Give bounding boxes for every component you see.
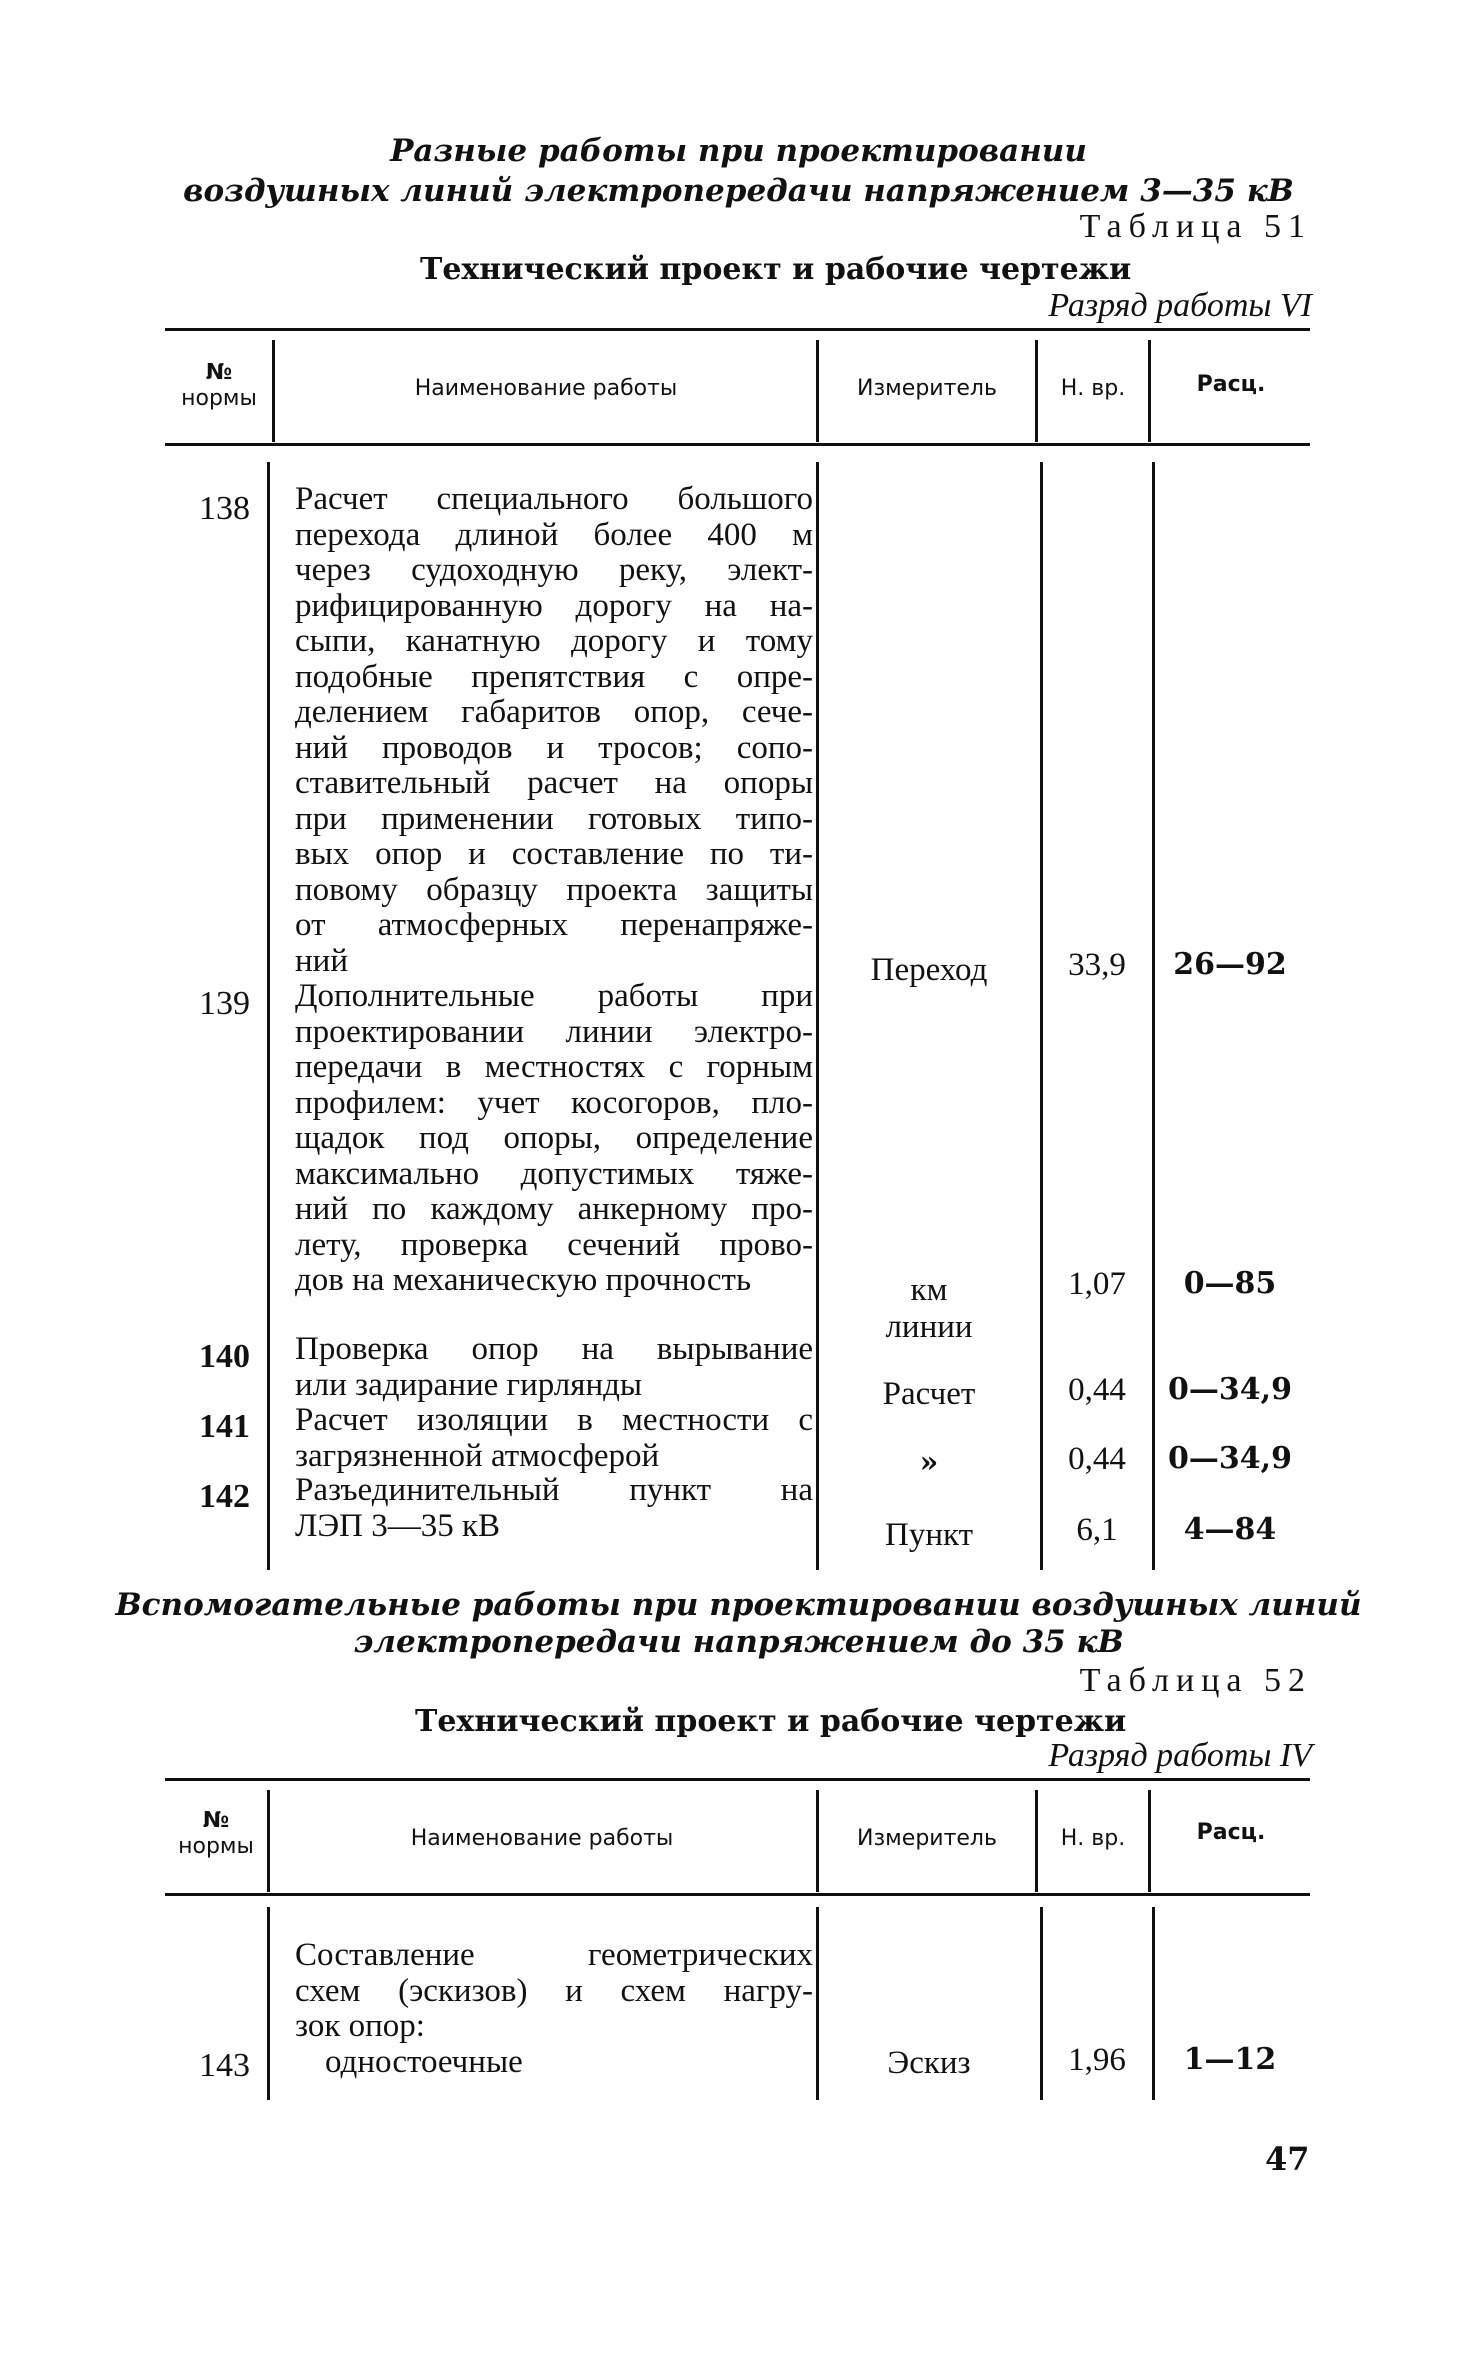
row-142-price: 4—84 bbox=[1183, 1512, 1277, 1547]
row-138-number: 138 bbox=[199, 490, 250, 527]
table52-col-time: Н. вр. bbox=[1060, 1826, 1126, 1851]
row-142-description bbox=[295, 1473, 813, 1544]
table51-body-divider-1 bbox=[267, 462, 270, 1570]
row-138-line: перехода длиной более 400 м bbox=[295, 516, 813, 553]
row-140-unit: Расчет bbox=[882, 1376, 976, 1412]
section1-title-line2: воздушных линий электропередачи напряжением 3—35 кВ bbox=[183, 173, 1294, 209]
row-138-line: вых опор и составление по ти- bbox=[295, 836, 813, 872]
table52-label: Таблица 52 bbox=[1079, 1662, 1312, 1699]
row-143-line: схем (эскизов) и схем нагру- bbox=[295, 1972, 813, 2009]
table51-header-divider-1 bbox=[272, 340, 275, 442]
row-139-unit-line2: линии bbox=[885, 1309, 973, 1345]
row-139-line: передачи в местностях с горным bbox=[295, 1049, 813, 1085]
table52-header-rule bbox=[165, 1893, 1310, 1896]
row-141-time: 0,44 bbox=[1068, 1441, 1126, 1477]
table52-col-unit: Измеритель bbox=[857, 1826, 997, 1851]
row-142-line: ЛЭП 3—35 кВ bbox=[295, 1507, 501, 1544]
row-138-line: при применении готовых типо- bbox=[295, 800, 813, 837]
row-138-line: от атмосферных перенапряже- bbox=[295, 907, 813, 943]
row-139-line: проектировании линии электро- bbox=[295, 1013, 813, 1050]
table52-header-divider-3 bbox=[1035, 1790, 1038, 1892]
table51-header-divider-2 bbox=[816, 340, 819, 442]
row-139-line: дов на механическую прочность bbox=[295, 1262, 751, 1298]
row-139-line: Дополнительные работы при bbox=[295, 978, 813, 1014]
table51-grade: Разряд работы VI bbox=[1048, 287, 1312, 324]
row-140-line: или задирание гирлянды bbox=[295, 1366, 643, 1403]
page-number: 47 bbox=[1265, 2140, 1310, 2178]
row-143-number: 143 bbox=[199, 2047, 250, 2084]
row-139-time: 1,07 bbox=[1068, 1266, 1126, 1302]
row-138-time: 33,9 bbox=[1068, 947, 1126, 983]
row-140-price: 0—34,9 bbox=[1168, 1372, 1292, 1407]
row-139-price: 0—85 bbox=[1183, 1266, 1277, 1301]
table52-top-rule bbox=[165, 1778, 1310, 1781]
row-138-line: повому образцу проекта защиты bbox=[295, 871, 813, 908]
section2-title-line2: электропередачи напряжением до 35 кВ bbox=[353, 1624, 1124, 1660]
table52-header-divider-2 bbox=[816, 1790, 819, 1892]
row-141-line: загрязненной атмосферой bbox=[295, 1437, 660, 1474]
section2-title-line1: Вспомогательные работы при проектировании воздушных линий bbox=[115, 1587, 1362, 1623]
row-140-line: Проверка опор на вырывание bbox=[295, 1331, 813, 1367]
table52-col-price: Расц. bbox=[1196, 1820, 1266, 1845]
row-143-line: зок опор: bbox=[295, 2008, 425, 2044]
row-143-line: одностоечные bbox=[325, 2043, 523, 2080]
table51-col-name: Наименование работы bbox=[414, 376, 678, 401]
table52-col-name: Наименование работы bbox=[410, 1826, 674, 1851]
row-139-number: 139 bbox=[199, 985, 250, 1022]
table51-col-time: Н. вр. bbox=[1060, 376, 1126, 401]
table51-col-unit: Измеритель bbox=[857, 376, 997, 401]
row-138-unit: Переход bbox=[870, 952, 988, 988]
row-140-time: 0,44 bbox=[1068, 1372, 1126, 1408]
table51-col-price: Расц. bbox=[1196, 372, 1266, 397]
table51-top-rule bbox=[165, 328, 1310, 331]
row-138-line: делением габаритов опор, сече- bbox=[295, 694, 813, 730]
row-141-description bbox=[295, 1403, 813, 1474]
table51-header-divider-4 bbox=[1148, 340, 1151, 442]
table51-col-no-symbol: № bbox=[205, 360, 233, 385]
row-141-number: 141 bbox=[199, 1408, 250, 1445]
table51-col-no-label: нормы bbox=[181, 386, 257, 411]
table52-header-divider-4 bbox=[1148, 1790, 1151, 1892]
row-139-line: ний по каждому анкерному про- bbox=[295, 1191, 813, 1227]
table51-header-rule bbox=[165, 443, 1310, 446]
row-138-line: сыпи, канатную дорогу и тому bbox=[295, 623, 813, 659]
row-142-number: 142 bbox=[199, 1478, 250, 1515]
row-142-line: Разъединительный пункт на bbox=[295, 1472, 813, 1508]
table52-col-no-label: нормы bbox=[178, 1834, 254, 1859]
row-138-price: 26—92 bbox=[1173, 947, 1287, 982]
row-138-line: Расчет специального большого bbox=[295, 481, 813, 517]
table52-col-no-symbol: № bbox=[202, 1808, 230, 1833]
row-143-line: Составление геометрических bbox=[295, 1937, 813, 1973]
row-143-time: 1,96 bbox=[1068, 2042, 1126, 2078]
table52-header-divider-1 bbox=[267, 1790, 270, 1892]
row-139-description bbox=[295, 979, 813, 1299]
table51-label: Таблица 51 bbox=[1079, 208, 1312, 245]
row-142-unit: Пункт bbox=[884, 1517, 973, 1553]
row-139-unit-line1: км bbox=[910, 1272, 948, 1308]
table52-grade: Разряд работы IV bbox=[1048, 1737, 1312, 1774]
row-141-line: Расчет изоляции в местности с bbox=[295, 1402, 813, 1438]
row-138-line: ний проводов и тросов; сопо- bbox=[295, 729, 813, 766]
row-138-line: через судоходную реку, элект- bbox=[295, 552, 813, 588]
table52-subtitle: Технический проект и рабочие чертежи bbox=[415, 1704, 1127, 1739]
row-138-line: подобные препятствия с опре- bbox=[295, 658, 813, 695]
table51-subtitle: Технический проект и рабочие чертежи bbox=[420, 252, 1132, 287]
row-143-price: 1—12 bbox=[1183, 2042, 1277, 2077]
row-140-number: 140 bbox=[199, 1338, 250, 1375]
row-140-description bbox=[295, 1332, 813, 1403]
row-141-price: 0—34,9 bbox=[1168, 1441, 1292, 1476]
table52-body-divider-1 bbox=[267, 1907, 270, 2100]
row-138-line: ний bbox=[295, 942, 348, 979]
row-142-time: 6,1 bbox=[1076, 1512, 1118, 1548]
row-139-line: профилем: учет косогоров, пло- bbox=[295, 1084, 813, 1121]
row-138-line: рифицированную дорогу на на- bbox=[295, 587, 813, 624]
row-141-unit: » bbox=[919, 1445, 939, 1480]
row-143-unit: Эскиз bbox=[887, 2045, 971, 2081]
section1-title-line1: Разные работы при проектировании bbox=[390, 133, 1087, 169]
row-138-description bbox=[295, 482, 813, 979]
row-139-line: лету, проверка сечений прово- bbox=[295, 1226, 813, 1263]
row-139-line: щадок под опоры, определение bbox=[295, 1120, 813, 1156]
row-138-line: ставительный расчет на опоры bbox=[295, 765, 813, 801]
row-143-description bbox=[295, 1938, 813, 2080]
row-139-line: максимально допустимых тяже- bbox=[295, 1155, 813, 1192]
table51-header-divider-3 bbox=[1035, 340, 1038, 442]
